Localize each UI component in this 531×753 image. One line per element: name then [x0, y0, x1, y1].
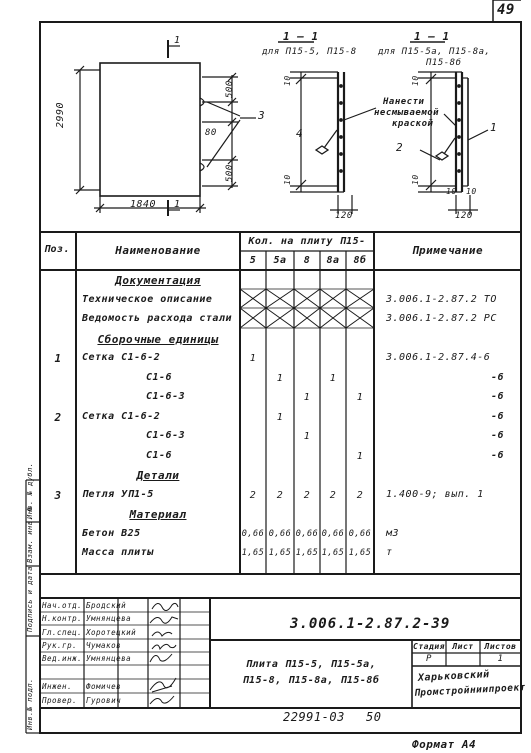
- stamp-vzam: Взам. инв. №: [26, 506, 34, 563]
- section-a-title: 1 — 1: [283, 30, 319, 43]
- section-b-dim-top: 10: [411, 75, 420, 86]
- row-name: Бетон В25: [82, 527, 141, 539]
- row-name: С1-6: [146, 371, 173, 383]
- signer-name: Фомичев: [86, 682, 122, 691]
- signer-role: Провер.: [42, 696, 78, 705]
- section-a-dim-bottom: 10: [283, 174, 292, 185]
- row-note: м3: [386, 527, 400, 539]
- org-line-1: Харьковский: [417, 669, 490, 684]
- row-note: -6: [490, 391, 504, 402]
- row-qty: 2: [249, 489, 257, 501]
- section-b-callout-1: 1: [490, 121, 498, 134]
- stage-value: Р: [426, 654, 432, 664]
- row-qty: 1: [303, 392, 311, 403]
- sheet-number: 49: [497, 2, 515, 18]
- format-label: Формат А4: [412, 738, 477, 751]
- row-qty: 2: [356, 489, 364, 501]
- plan-section-mark-top: 1: [174, 35, 181, 46]
- stamp-dubl: Инв. № дубл.: [26, 462, 34, 519]
- row-section-title: Документация: [115, 274, 201, 287]
- row-qty: 1: [356, 450, 364, 462]
- row-qty: 1,65: [348, 548, 372, 558]
- row-qty: 0,66: [295, 528, 319, 539]
- section-b-dim-bottom: 10: [411, 174, 420, 185]
- sheets-label: Листов: [484, 642, 517, 651]
- signer-role: Нач.отд.: [42, 601, 83, 610]
- section-a-dim-120: 120: [335, 211, 353, 221]
- section-b-subtitle-2: П15-8б: [426, 58, 462, 68]
- row-qty: 1: [303, 431, 311, 442]
- product-line-2: П15-8, П15-8а, П15-8б: [242, 675, 380, 686]
- table-head-note: Примечание: [411, 244, 484, 257]
- row-qty: 2: [276, 489, 284, 501]
- row-qty: 2: [303, 489, 311, 501]
- row-qty: 1,65: [268, 548, 292, 558]
- plan-section-mark-bottom: 1: [174, 199, 181, 210]
- row-name: Техническое описание: [82, 293, 213, 305]
- row-qty: 0,66: [241, 528, 265, 539]
- row-note: 3.006.1-2.87.2 ТО: [386, 293, 497, 305]
- plan-callout-3: 3: [258, 109, 266, 122]
- signer-name: Гурович: [86, 696, 122, 705]
- plan-dim-500-top: 500: [225, 80, 235, 98]
- row-note: 3.006.1-2.87.2 РС: [386, 313, 497, 324]
- row-name: Петля УП1-5: [82, 488, 154, 500]
- section-a-dim-top: 10: [283, 75, 292, 86]
- row-qty: 1,65: [241, 548, 265, 558]
- row-name: Масса плиты: [82, 547, 154, 558]
- row-qty: 1,65: [295, 548, 319, 558]
- row-section-title: Материал: [129, 508, 187, 521]
- row-name: С1-6-3: [146, 391, 186, 402]
- row-pos: 1: [54, 352, 62, 365]
- row-note: -6: [490, 449, 504, 461]
- stage-label: Стадия: [413, 642, 445, 651]
- row-note: т: [386, 547, 393, 558]
- signer-name: Умнянцева: [86, 654, 132, 663]
- row-qty: 1,65: [321, 548, 345, 558]
- qty-col-8b: 8б: [353, 255, 367, 266]
- product-line-1: Плита П15-5, П15-5а,: [245, 659, 377, 670]
- plan-width-dim: 1840: [130, 199, 157, 210]
- section-b-note-1: Нанести: [383, 97, 425, 107]
- row-note: 3.006.1-2.87.4-6: [386, 352, 491, 363]
- signer-role: Гл.спец.: [42, 628, 83, 637]
- signer-role: Н.контр.: [42, 614, 83, 623]
- qty-col-5a: 5а: [273, 255, 287, 266]
- row-note: -6: [490, 371, 504, 383]
- plan-height-dim: 2990: [55, 101, 66, 128]
- sheet-label: Лист: [452, 642, 474, 651]
- row-pos: 3: [54, 488, 62, 502]
- stamp-podpis: Подпись и дата: [26, 565, 34, 632]
- row-name: С1-6-3: [146, 430, 186, 441]
- row-name: Сетка С1-6-2: [82, 352, 161, 363]
- row-section-title: Детали: [136, 469, 180, 482]
- row-qty: 1: [276, 372, 284, 384]
- section-b-subtitle-1: для П15-5а, П15-8а,: [378, 47, 491, 57]
- signer-name: Чумаков: [86, 641, 122, 650]
- signer-role: Рук.гр.: [42, 641, 78, 650]
- sheets-value: 1: [497, 654, 504, 664]
- table-head-name: Наименование: [115, 244, 201, 257]
- section-b-callout-2: 2: [396, 141, 404, 154]
- row-note: -6: [490, 410, 504, 422]
- section-b-note-3: краской: [392, 119, 434, 129]
- stamp-inv-podl: Инв.№ подл.: [26, 678, 34, 730]
- section-b-dim-side: 10: [446, 187, 457, 196]
- row-section-title: Сборочные единицы: [97, 332, 219, 346]
- org-line-2: Промстройниипроект: [413, 682, 527, 699]
- row-pos: 2: [54, 410, 62, 424]
- row-name: Сетка С1-6-2: [82, 410, 161, 422]
- table-head-qty: Кол. на плиту П15-: [248, 236, 366, 247]
- signatures: [150, 603, 178, 704]
- signer-name: Бродский: [86, 601, 127, 610]
- row-name: С1-6: [146, 449, 173, 461]
- row-name: Ведомость расхода стали: [82, 313, 232, 324]
- plan-outline: [100, 63, 200, 196]
- qty-col-5: 5: [249, 255, 257, 266]
- row-qty: 0,66: [268, 528, 292, 539]
- inventory-number: 22991-03: [283, 710, 345, 724]
- row-qty: 1: [276, 411, 284, 423]
- qty-col-8a: 8а: [326, 255, 340, 266]
- row-qty: 2: [329, 489, 337, 501]
- row-note: 1.400-9; вып. 1: [386, 488, 484, 500]
- row-note: -6: [490, 430, 504, 441]
- row-qty: 1: [356, 392, 364, 403]
- row-qty: 1: [329, 372, 337, 384]
- page-number: 50: [366, 710, 382, 724]
- row-qty: 1: [249, 353, 257, 364]
- section-b-note-2: несмываемой: [374, 108, 440, 118]
- table-head-pos: Поз.: [44, 244, 71, 255]
- signer-role: Инжен.: [42, 682, 73, 691]
- signer-role: Вед.инж.: [42, 654, 83, 663]
- plan-dim-80: 80: [205, 128, 217, 138]
- signer-name: Умнянцева: [86, 614, 132, 623]
- doc-code: 3.006.1-2.87.2-39: [290, 616, 451, 632]
- section-b-title: 1 — 1: [414, 30, 450, 43]
- plan-dim-500-bottom: 500: [225, 164, 235, 182]
- section-a-callout-4: 4: [296, 127, 304, 140]
- section-b-dim-side2: 10: [466, 187, 477, 196]
- section-b-dim-120: 120: [455, 211, 473, 221]
- row-qty: 0,66: [348, 528, 372, 539]
- qty-col-8: 8: [303, 255, 311, 266]
- row-qty: 0,66: [321, 528, 345, 539]
- section-a-subtitle: для П15-5, П15-8: [262, 47, 357, 57]
- signer-name: Хоротецкий: [86, 628, 137, 637]
